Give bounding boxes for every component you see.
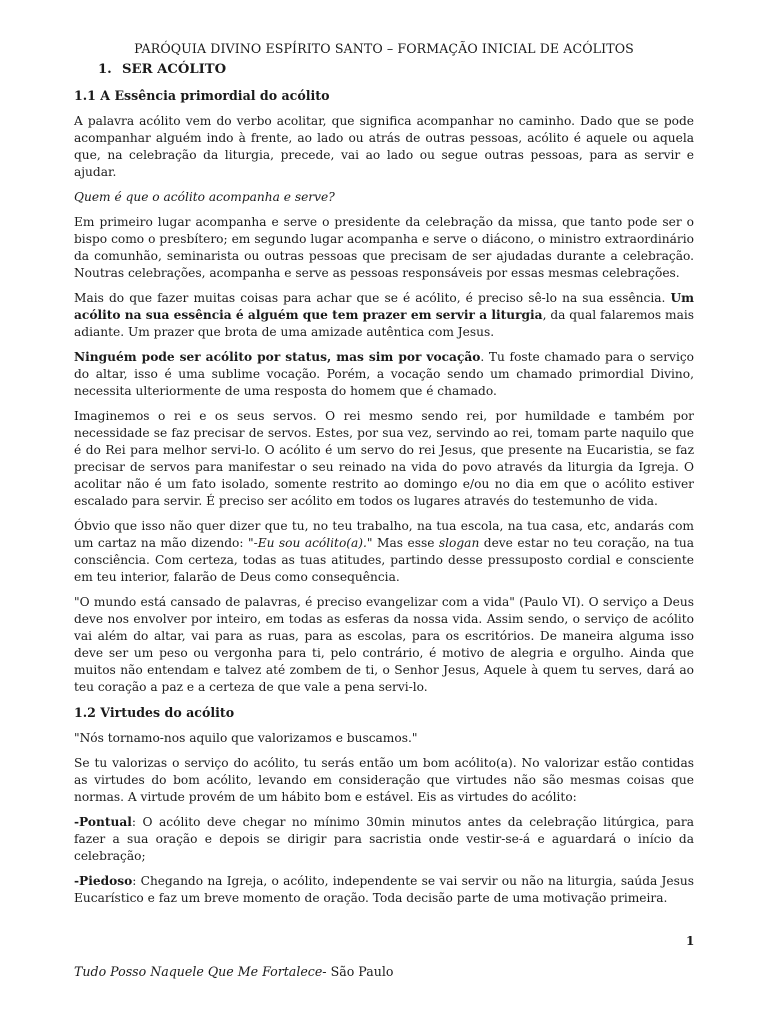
section-number: 1. (98, 62, 112, 77)
virtue-item (74, 814, 694, 865)
paragraph: "O mundo está cansado de palavras, é preciso evangelizar com a vida" (Paulo VI). O serviço a Deus deve nos envolver por inteiro, em todas as esferas da nossa vida. Assim sendo, o serviço de acólito vai além do altar, vai para as ruas, para as escolas, para os escritórios. De maneira alguma isso deve ser um peso ou vergonha para ti, pelo contrário, é motivo de alegria e orgulho. Ainda que muitos não entendam e talvez até zombem de ti, o Senhor Jesus, Aquele à quem tu serves, dará ao teu coração a paz e a certeza de que vale a pena servi-lo. (74, 595, 694, 694)
paragraph: Se tu valorizas o serviço do acólito, tu serás então um bom acólito(a). No valorizar estão contidas as virtudes do bom acólito, levando em consideração que virtudes não são mesmas coisas que normas. A virtude provém de um hábito bom e estável. Eis as virtudes do acólito: (74, 756, 694, 804)
paragraph: Em primeiro lugar acompanha e serve o presidente da celebração da missa, que tanto pode ser o bispo como o presbítero; em segundo lugar acompanha e serve o diácono, o ministro extraordinário da comunhão, seminarista ou outras pessoas que precisam de ser ajudadas durante a celebração. Noutras celebrações, acompanha e serve as pessoas responsáveis por essas mesmas celebrações. (74, 215, 694, 280)
text-run: , da qual falaremos mais adiante. Um prazer que brota de uma amizade autêntica com Jesus. (74, 308, 694, 339)
text-run: deve estar no teu coração, na tua consciência. Com certeza, todas as tuas atitudes, partindo desse pressuposto cordial e consciente em teu interior, falarão de Deus como consequência. (74, 536, 695, 584)
question-line: Quem é que o acólito acompanha e serve? (74, 190, 335, 204)
virtue-label: -Pontual (74, 815, 132, 829)
paragraph (74, 290, 694, 341)
section-heading (98, 61, 694, 78)
document-page (74, 40, 694, 915)
text-run: Óbvio que isso não quer dizer que tu, no teu trabalho, na tua escola, na tua casa, etc, andarás com um cartaz na mão dizendo: (74, 519, 694, 550)
subsection-heading: 1.1 A Essência primordial do acólito (74, 88, 330, 103)
virtue-label: -Piedoso (74, 874, 133, 888)
paragraph: Imaginemos o rei e os seus servos. O rei mesmo sendo rei, por humildade e também por necessidade se faz precisar de servos. Estes, por sua vez, servindo ao rei, tomam parte naquilo que é do Rei para melhor servi-lo. O acólito é um servo do rei Jesus, que presente na Eucaristia, se faz precisar de servos para manifestar o seu reinado na vida do povo através da liturgia da Igreja. O acolitar não é um fato isolado, somente restrito ao domingo e/ou no dia em que o acólito estiver escalado para servir. É preciso ser acólito em todos os lugares através do testemunho de vida. (74, 409, 694, 508)
bold-text: Ninguém pode ser acólito por status, mas sim por vocação (74, 350, 481, 364)
page-number: 1 (686, 934, 695, 948)
italic-text: slogan (438, 536, 480, 550)
virtue-item (74, 873, 694, 907)
bold-text: Um acólito na sua essência é alguém que tem prazer em servir a liturgia (74, 291, 694, 322)
virtue-text: : O acólito deve chegar no mínimo 30min minutos antes da celebração litúrgica, para fazer a sua oração e depois se dirigir para sacristia onde vestir-se-á e aguardará o início da celebração; (74, 815, 694, 863)
paragraph: A palavra acólito vem do verbo acolitar, que significa acompanhar no caminho. Dado que se pode acompanhar alguém indo à frente, ao lado ou atrás de outras pessoas, acólito é aquele ou aquela que, na celebração da liturgia, precede, vai ao lado ou segue outras pessoas, para as servir e ajudar. (74, 114, 694, 179)
italic-text: "-Eu sou acólito(a)." (247, 536, 373, 550)
paragraph (74, 349, 694, 400)
paragraph (74, 518, 694, 586)
virtue-text: : Chegando na Igreja, o acólito, independente se vai servir ou não na liturgia, saúda Jesus Eucarístico e faz um breve momento de oração. Toda decisão parte de uma motivação primeira. (74, 874, 694, 905)
text-run: Mas esse (372, 536, 439, 550)
section-title: SER ACÓLITO (122, 62, 227, 77)
quote: "Nós tornamo-nos aquilo que valorizamos e buscamos." (74, 731, 418, 745)
page-header: PARÓQUIA DIVINO ESPÍRITO SANTO – FORMAÇÃO INICIAL DE ACÓLITOS (134, 41, 634, 56)
footer-place: São Paulo (326, 964, 394, 979)
footer-motto: Tudo Posso Naquele Que Me Fortalece- (74, 964, 327, 979)
text-run: . Tu foste chamado para o serviço do altar, isso é uma sublime vocação. Porém, a vocação sendo um chamado primordial Divino, necessita ulteriormente de uma resposta do homem que é chamado. (74, 350, 695, 398)
subsection-heading: 1.2 Virtudes do acólito (74, 705, 235, 720)
text-run: Mais do que fazer muitas coisas para achar que se é acólito, é preciso sê-lo na sua essência. (74, 291, 671, 305)
page-footer (74, 964, 393, 979)
